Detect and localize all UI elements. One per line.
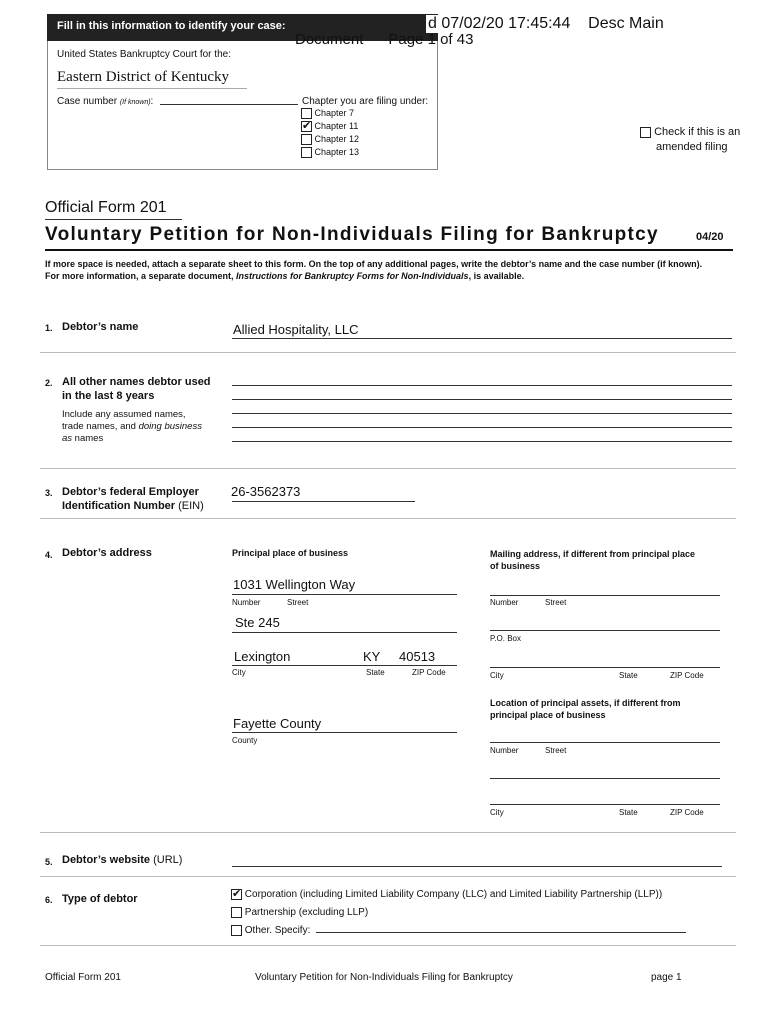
case-number-label: Case number (If known):	[57, 96, 154, 107]
instructions-doc-title: Instructions for Bankruptcy Forms for Non-Individuals	[236, 271, 469, 281]
other-name-field-5[interactable]	[232, 441, 732, 442]
assets-state-label: State	[619, 808, 638, 817]
q3-label-line2b: (EIN)	[175, 500, 204, 512]
case-number-label-text: Case number	[57, 96, 118, 107]
principal-street-field[interactable]	[232, 594, 457, 595]
other-name-field-2[interactable]	[232, 399, 732, 400]
debtor-type-corporation[interactable]	[231, 886, 662, 904]
amended-filing-option[interactable]	[640, 125, 740, 155]
q2-hint	[62, 409, 202, 445]
form-title: Voluntary Petition for Non-Individuals Filing for Bankruptcy	[45, 224, 659, 245]
chapter-13-checkbox[interactable]	[301, 147, 312, 158]
principal-number-label: Number	[232, 598, 261, 607]
q4-label: Debtor’s address	[62, 547, 152, 559]
principal-place-title: Principal place of business	[232, 548, 349, 558]
other-name-field-3[interactable]	[232, 413, 732, 414]
q3-number: 3.	[45, 488, 53, 498]
chapter-11-checkbox[interactable]	[301, 121, 312, 132]
amended-filing-checkbox[interactable]	[640, 127, 651, 138]
principal-zip-label: ZIP Code	[412, 668, 446, 677]
court-label: United States Bankruptcy Court for the:	[57, 49, 231, 60]
footer-form-name: Official Form 201	[45, 972, 121, 983]
q3-label-line2a: Identification Number	[62, 500, 176, 512]
assets-zip-label: ZIP Code	[670, 808, 704, 817]
case-number-hint: (If known)	[119, 99, 151, 106]
other-name-field-4[interactable]	[232, 427, 732, 428]
principal-city-value[interactable]: Lexington	[234, 649, 291, 664]
section-divider	[40, 945, 736, 946]
assets-title-line2: principal place of business	[490, 710, 606, 720]
chapter-13-option[interactable]	[301, 146, 359, 159]
amended-filing-label-1: Check if this is an	[654, 126, 741, 138]
section-divider	[40, 876, 736, 877]
q3-label	[62, 485, 204, 513]
debtor-name-value[interactable]: Allied Hospitality, LLC	[233, 322, 359, 337]
corporation-label: Corporation (including Limited Liability Company (LLC) and Limited Liability Partnership (LLP))	[244, 889, 663, 900]
section-divider	[40, 352, 736, 353]
assets-number-label: Number	[490, 746, 519, 755]
q5-number: 5.	[45, 857, 53, 867]
mailing-city-state-zip-field[interactable]	[490, 667, 720, 668]
ein-value[interactable]: 26-3562373	[231, 484, 301, 499]
q2-hint-line3a: as	[62, 433, 73, 444]
mailing-address-title	[490, 548, 695, 572]
principal-street-value[interactable]: 1031 Wellington Way	[233, 577, 356, 592]
county-value[interactable]: Fayette County	[233, 716, 322, 731]
mailing-city-label: City	[490, 671, 504, 680]
other-specify-field[interactable]	[316, 932, 686, 933]
q2-hint-line2a: trade names, and	[62, 421, 139, 432]
mailing-state-label: State	[619, 671, 638, 680]
q5-label-text: Debtor’s website	[62, 854, 151, 866]
chapter-12-label: Chapter 12	[314, 134, 360, 144]
footer-form-title: Voluntary Petition for Non-Individuals Filing for Bankruptcy	[255, 972, 513, 983]
instructions-text-c: , is available.	[468, 271, 525, 281]
amended-filing-label-2: amended filing	[656, 141, 728, 153]
q1-number: 1.	[45, 323, 53, 333]
q6-label: Type of debtor	[62, 893, 138, 905]
footer-page-number: page 1	[651, 972, 682, 983]
partnership-label: Partnership (excluding LLP)	[244, 907, 369, 918]
form-instructions	[45, 258, 715, 282]
q2-label	[62, 375, 211, 403]
q5-label	[62, 854, 182, 866]
q3-label-line1: Debtor’s federal Employer	[62, 486, 199, 498]
section-divider	[40, 468, 736, 469]
principal-zip-value[interactable]: 40513	[399, 649, 436, 664]
section-divider	[40, 518, 736, 519]
debtor-type-other[interactable]	[231, 922, 662, 940]
district-underline	[57, 88, 247, 89]
q2-hint-line2b: doing business	[138, 421, 202, 432]
q2-number: 2.	[45, 378, 53, 388]
q2-hint-line3b: names	[72, 433, 104, 444]
chapter-options	[301, 107, 359, 159]
debtor-type-partnership[interactable]	[231, 904, 662, 922]
district-value: Eastern District of Kentucky	[57, 69, 230, 85]
other-checkbox[interactable]	[231, 925, 242, 936]
mailing-number-label: Number	[490, 598, 519, 607]
mailing-pobox-label: P.O. Box	[490, 634, 521, 643]
q2-hint-line1: Include any assumed names,	[62, 409, 186, 420]
form-name-underline	[45, 219, 182, 220]
q1-label: Debtor’s name	[62, 321, 139, 333]
county-label: County	[232, 736, 258, 745]
assets-city-label: City	[490, 808, 504, 817]
partnership-checkbox[interactable]	[231, 907, 242, 918]
chapter-12-option[interactable]	[301, 133, 359, 146]
website-field[interactable]	[232, 866, 722, 867]
chapter-11-label: Chapter 11	[314, 121, 359, 131]
case-info-banner-text: Fill in this information to identify your case:	[57, 20, 286, 32]
assets-title-line1: Location of principal assets, if different from	[490, 698, 681, 708]
other-label: Other. Specify:	[244, 925, 311, 936]
principal-city-label: City	[232, 668, 246, 677]
corporation-checkbox[interactable]	[231, 889, 242, 900]
docket-overlay-line2: Document Page 1 of 43	[295, 31, 474, 48]
chapter-7-option[interactable]	[301, 107, 359, 120]
mailing-street-label: Street	[545, 598, 567, 607]
mailing-pobox-field[interactable]	[490, 630, 720, 631]
mailing-street-field[interactable]	[490, 595, 720, 596]
debtor-name-field[interactable]	[232, 338, 732, 339]
principal-street2-field[interactable]	[232, 632, 457, 633]
form-version: 04/20	[696, 231, 724, 243]
assets-street2-field[interactable]	[490, 778, 720, 779]
docket-overlay-line1: d 07/02/20 17:45:44 Desc Main	[428, 15, 664, 32]
chapter-7-checkbox[interactable]	[301, 108, 312, 119]
q2-label-line1: All other names debtor used	[62, 376, 211, 388]
principal-state-value[interactable]: KY	[363, 649, 381, 664]
case-number-field[interactable]	[160, 104, 298, 105]
principal-city-state-zip-field[interactable]	[232, 665, 457, 666]
chapter-13-label: Chapter 13	[314, 147, 360, 157]
mailing-title-line1: Mailing address, if different from principal place	[490, 549, 696, 559]
assets-city-state-zip-field[interactable]	[490, 804, 720, 805]
chapter-7-label: Chapter 7	[314, 108, 355, 118]
principal-street-label: Street	[287, 598, 309, 607]
instructions-text-a: If more space is needed, attach a separate sheet to this form. On the top of any additional pages, write the debtor’s name and the case number (if known). For more information, a separate document,	[45, 259, 703, 281]
principal-assets-title	[490, 697, 681, 721]
mailing-title-line2: of business	[490, 561, 541, 571]
principal-street2-value[interactable]: Ste 245	[235, 615, 280, 630]
chapter-label: Chapter you are filing under:	[302, 96, 429, 107]
q2-label-line2: in the last 8 years	[62, 390, 155, 402]
q6-number: 6.	[45, 895, 53, 905]
q4-number: 4.	[45, 550, 53, 560]
chapter-12-checkbox[interactable]	[301, 134, 312, 145]
title-rule	[45, 249, 733, 251]
section-divider	[40, 832, 736, 833]
assets-street-field[interactable]	[490, 742, 720, 743]
chapter-11-option[interactable]	[301, 120, 359, 133]
principal-state-label: State	[366, 668, 385, 677]
q5-label-url: (URL)	[150, 854, 183, 866]
mailing-zip-label: ZIP Code	[670, 671, 704, 680]
other-name-field-1[interactable]	[232, 385, 732, 386]
assets-street-label: Street	[545, 746, 567, 755]
county-field[interactable]	[232, 732, 457, 733]
form-name: Official Form 201	[45, 199, 167, 216]
ein-field[interactable]	[232, 501, 415, 502]
